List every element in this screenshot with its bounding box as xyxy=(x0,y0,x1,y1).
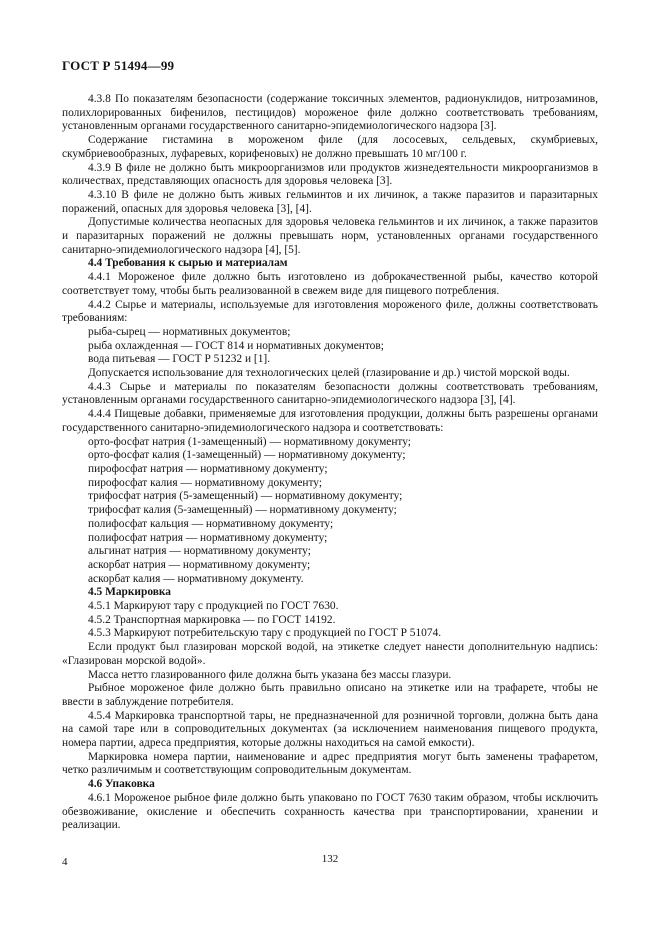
paragraph: Если продукт был глазирован морской водой, на этикетке следует нанести дополнительную надпись: «Глазирован морской водой». xyxy=(62,641,598,667)
paragraph: 4.6.1 Мороженое рыбное филе должно быть упаковано по ГОСТ 7630 таким образом, чтобы исключить обезвоживание, окисление и обеспечить сохранность качества при транспортировании, хранении и реализации. xyxy=(62,791,598,832)
section-heading: 4.5 Маркировка xyxy=(88,586,171,599)
paragraph: 4.4.1 Мороженое филе должно быть изготовлено из доброкачественной рыбы, качество которой соответствует тому, чтобы быть реализованной в свежем виде для пищевого потребления. xyxy=(62,271,598,297)
paragraph: 4.5.1 Маркируют тару с продукцией по ГОСТ 7630. xyxy=(88,600,339,613)
paragraph: аскорбат калия — нормативному документу. xyxy=(88,572,304,585)
paragraph: трифосфат натрия (5-замещенный) — нормативному документу; xyxy=(88,490,403,503)
paragraph: рыба охлажденная — ГОСТ 814 и нормативных документов; xyxy=(88,339,384,352)
paragraph: Масса нетто глазированного филе должна быть указана без массы глазури. xyxy=(88,668,452,681)
paragraph: 4.4.3 Сырье и материалы по показателям безопасности должны соответствовать требованиям, установленным органами государственного санитарно-эпидемиологического надзора [3], [4]. xyxy=(62,380,598,407)
paragraph: орто-фосфат натрия (1-замещенный) — нормативному документу; xyxy=(88,435,411,448)
section-heading: 4.6 Упаковка xyxy=(88,778,155,791)
sheet-number: 132 xyxy=(321,853,339,865)
paragraph: пирофосфат калия — нормативному документу; xyxy=(88,476,323,489)
paragraph: альгинат натрия — нормативному документу; xyxy=(88,545,311,558)
paragraph: 4.3.8 По показателям безопасности (содержание токсичных элементов, радионуклидов, нитрозаминов, полихлорированных бифенилов, пестицидов) мороженое филе должно соответствовать требованиям, установленным органами государственного санитарно-эпидемиологического надзора [3]. xyxy=(62,93,598,133)
paragraph: вода питьевая — ГОСТ Р 51232 и [1]. xyxy=(88,353,271,366)
paragraph: 4.4.2 Сырье и материалы, используемые для изготовления мороженого филе, должны соответствовать требованиям: xyxy=(62,298,598,325)
paragraph: 4.3.9 В филе не должно быть микроорганизмов или продуктов жизнедеятельности микроорганизмов в количествах, представляющих опасность для здоровья человека [3]. xyxy=(62,161,598,188)
paragraph: 4.5.4 Маркировка транспортной тары, не предназначенной для розничной торговли, должна быть дана на самой таре или в сопроводительных документах (за исключением наименования пищевого продукта, номера партии, адреса предприятия, которые должны находиться на самой емкости). xyxy=(62,709,598,750)
document-body xyxy=(62,93,598,833)
paragraph: Маркировка номера партии, наименование и адрес предприятия могут быть заменены трафаретом, четко различимым и соответствующим сопроводительным документам. xyxy=(62,750,598,777)
paragraph: Содержание гистамина в мороженом филе (для лососевых, сельдевых, скумбриевых, скумбриевообразных, луфаревых, корифеновых) не должно превышать 10 мг/100 г. xyxy=(62,134,598,160)
paragraph: Допускается использование для технологических целей (глазирование и др.) чистой морской воды. xyxy=(88,367,570,380)
paragraph: 4.5.2 Транспортная маркировка — по ГОСТ 14192. xyxy=(88,613,336,626)
document-header: ГОСТ Р 51494—99 xyxy=(62,58,175,73)
section-heading: 4.4 Требования к сырью и материалам xyxy=(88,257,288,270)
paragraph: 4.3.10 В филе не должно быть живых гельминтов и их личинок, а также паразитов и паразитарных поражений, опасных для здоровья человека [3], [4]. xyxy=(62,188,598,215)
paragraph: Рыбное мороженое филе должно быть правильно описано на этикетке или на трафарете, чтобы не ввести в заблуждение потребителя. xyxy=(62,682,598,708)
paragraph: аскорбат натрия — нормативному документу; xyxy=(88,558,311,571)
paragraph: 4.4.4 Пищевые добавки, применяемые для изготовления продукции, должны быть разрешены органами государственного санитарно-эпидемиологического надзора и соответствовать: xyxy=(62,408,598,434)
paragraph: полифосфат кальция — нормативному документу; xyxy=(88,517,334,530)
paragraph: полифосфат натрия — нормативному документу; xyxy=(88,531,328,544)
paragraph: Допустимые количества неопасных для здоровья человека гельминтов и их личинок, а также паразитов и паразитарных поражений не должны превышать норм, установленных органами государственного санитарно-эпидемиологического надзора [4], [5]. xyxy=(62,216,598,256)
page-number: 4 xyxy=(62,856,68,868)
paragraph: 4.5.3 Маркируют потребительскую тару с продукцией по ГОСТ Р 51074. xyxy=(88,627,442,640)
paragraph: рыба-сырец — нормативных документов; xyxy=(88,325,291,338)
paragraph: пирофосфат натрия — нормативному документу; xyxy=(88,462,328,475)
paragraph: трифосфат калия (5-замещенный) — нормативному документу; xyxy=(88,504,397,517)
paragraph: орто-фосфат калия (1-замещенный) — нормативному документу; xyxy=(88,449,406,462)
